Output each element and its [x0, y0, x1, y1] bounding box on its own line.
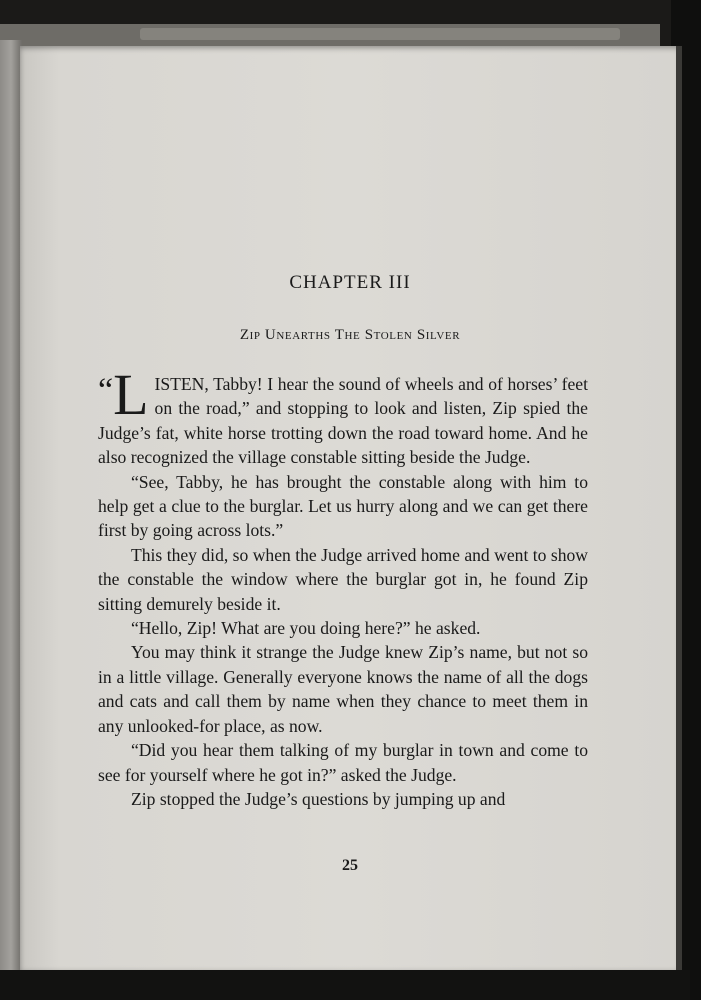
paragraph-1 [98, 362, 588, 470]
paragraph: “See, Tabby, he has brought the constable along with him to help get a clue to the burglar. Let us hurry along and we can get there first by going across lots.” [98, 471, 588, 541]
paragraph: Zip stopped the Judge’s questions by jumping up and [131, 788, 506, 809]
book-spine [0, 40, 22, 975]
chapter-heading: CHAPTER III [289, 272, 411, 293]
page-right-edge [676, 46, 682, 970]
body-text [98, 362, 588, 811]
paragraph: “Hello, Zip! What are you doing here?” he asked. [131, 618, 481, 639]
paragraph: This they did, so when the Judge arrived home and went to show the constable the window where the burglar got in, he found Zip sitting demurely beside it. [98, 544, 588, 614]
cover-highlight [140, 28, 620, 40]
paragraph: “Did you hear them talking of my burglar in town and come to see for yourself where he got in?” asked the Judge. [98, 740, 588, 785]
drop-quote-mark: “ [98, 372, 114, 409]
bottom-edge [0, 970, 690, 1000]
chapter-subtitle: Zip Unearths The Stolen Silver [239, 327, 461, 343]
paragraph: You may think it strange the Judge knew Zip’s name, but not so in a little village. Generally everyone knows the name of all the dogs and cats and call them by name when they chance to meet them in any unlooked-for place, as now. [98, 642, 588, 736]
page-number: 25 [342, 857, 358, 874]
paragraph-1-text: ISTEN, Tabby! I hear the sound of wheels and of horses’ feet on the road,” and stopping to look and listen, Zip spied the Judge’s fat, white horse trotting down the road toward home. And he also recognized the village constable sitting beside the Judge. [98, 374, 588, 468]
drop-cap-block [98, 362, 149, 427]
drop-cap-letter: L [113, 362, 149, 427]
